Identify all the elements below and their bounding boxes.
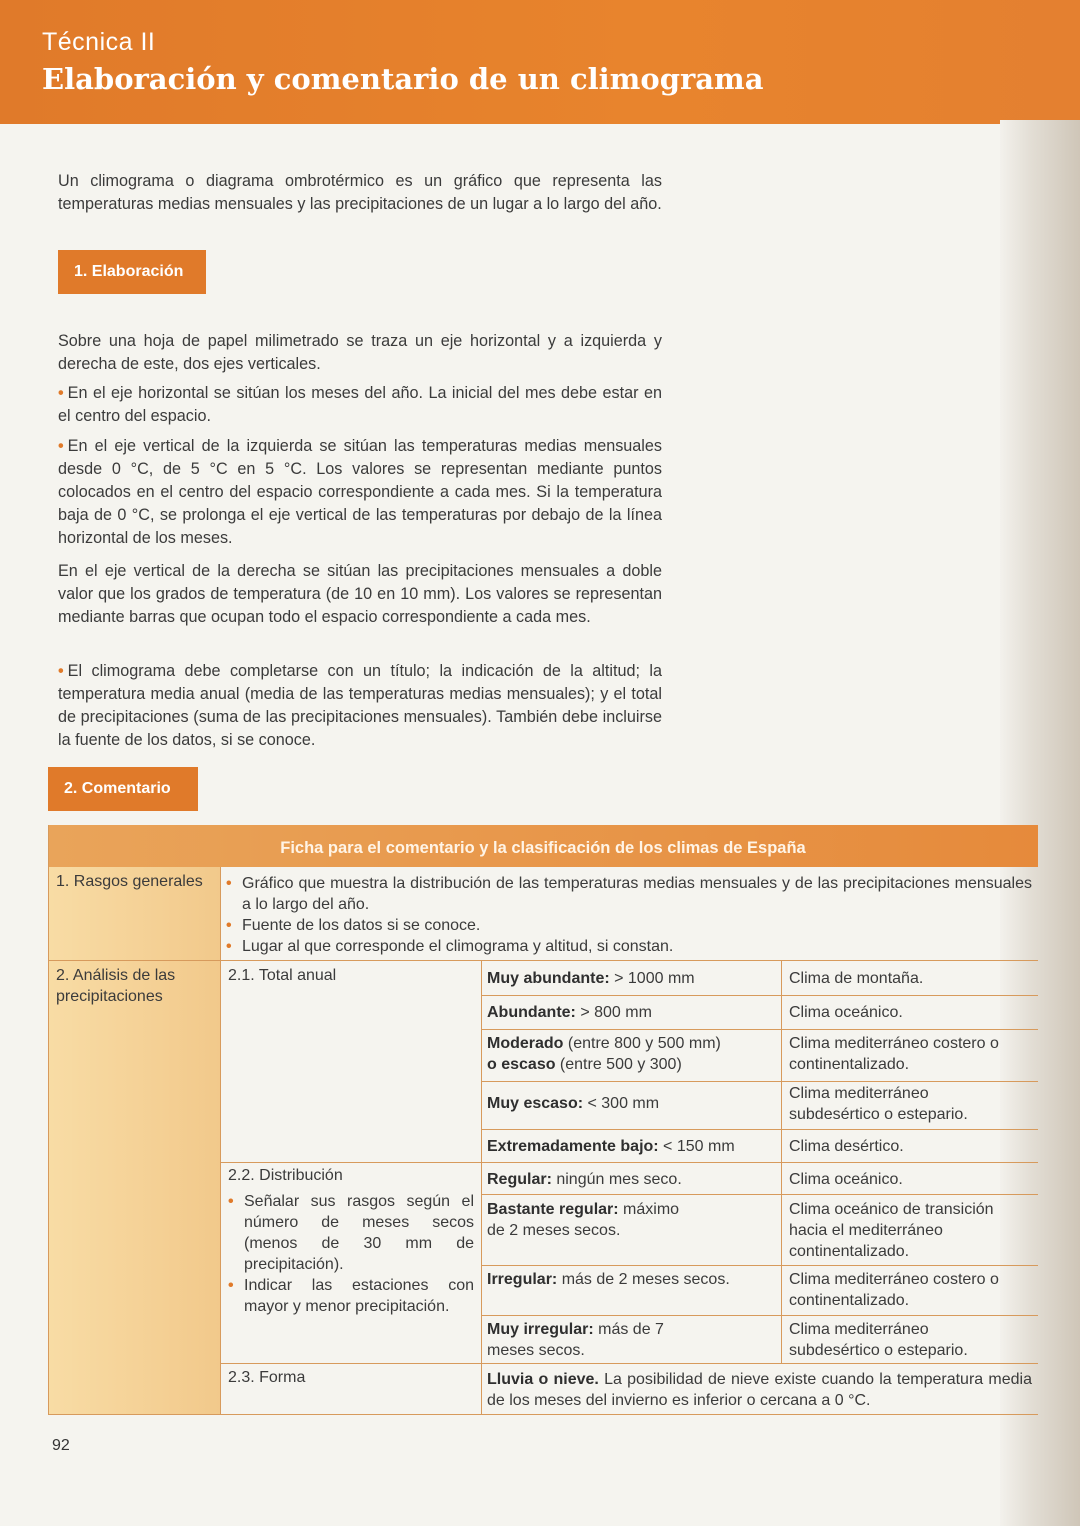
dist-row-3-clima: Clima mediterráneo costero o continentalizado.	[789, 1271, 999, 1309]
dist-row-2: Bastante regular: máximo de 2 meses secos.	[487, 1201, 680, 1239]
section-heading-comentario: 2. Comentario	[48, 767, 198, 811]
dist-row-2-clima: Clima oceánico de transición hacia el mediterráneo continentalizado.	[789, 1201, 994, 1260]
page-title: Elaboración y comentario de un climograma	[42, 62, 764, 96]
elaboracion-bullet-1-text: En el eje horizontal se sitúan los meses del año. La inicial del mes debe estar en el centro del espacio.	[58, 384, 662, 425]
dist-row-1-clima: Clima oceánico.	[789, 1171, 903, 1188]
table-rule	[781, 961, 782, 1363]
section-kicker: Técnica II	[42, 28, 156, 56]
list-item: • Gráfico que muestra la distribución de las temperaturas medias mensuales y de las precipitaciones mensuales a lo largo del año.	[226, 873, 1032, 915]
table-rule	[481, 1315, 1038, 1316]
total-row-5-clima: Clima desértico.	[789, 1138, 904, 1155]
total-row-1: Muy abundante: > 1000 mm	[487, 970, 695, 987]
bullet-icon: •	[58, 384, 64, 402]
elaboracion-bullet-2-text: En el eje vertical de la izquierda se sitúan las temperaturas medias mensuales desde 0 °C, de 5 °C en 5 °C. Los valores se representan mediante puntos colocados en el centro del espacio correspondiente a cada mes. Si la temperatura baja de 0 °C, se prolonga el eje vertical de las temperaturas por debajo de la línea horizontal de los meses.	[58, 437, 662, 547]
table-title: Ficha para el comentario y la clasificación de los climas de España	[48, 825, 1038, 867]
table-rule	[481, 1029, 1038, 1030]
table-rule	[48, 825, 49, 1415]
dist-row-3: Irregular: más de 2 meses secos.	[487, 1271, 730, 1288]
total-row-3-clima: Clima mediterráneo costero o continentalizado.	[789, 1035, 999, 1073]
table-rule	[220, 867, 221, 1415]
rasgos-list	[226, 873, 1038, 957]
table-rule	[481, 1194, 1038, 1195]
elaboracion-bullet-3-text: El climograma debe completarse con un título; la indicación de la altitud; la temperatura media anual (media de las temperaturas medias mensuales); y el total de precipitaciones (suma de las precipitaciones mensuales). También debe incluirse la fuente de los datos, si se conoce.	[58, 662, 662, 749]
list-item: • Fuente de los datos si se conoce.	[226, 915, 1032, 936]
table-rule	[48, 1414, 1038, 1415]
elaboracion-paragraph-2: En el eje vertical de la derecha se sitúan las precipitaciones mensuales a doble valor que los grados de temperatura (de 10 en 10 mm). Los valores se representan mediante barras que ocupan todo el espacio correspondiente a cada mes.	[58, 562, 662, 626]
elaboracion-bullet-3	[58, 660, 662, 752]
elaboracion-bullet-1	[58, 382, 662, 428]
elaboracion-paragraph-1: Sobre una hoja de papel milimetrado se traza un eje horizontal y a izquierda y derecha de este, dos ejes verticales.	[58, 332, 662, 373]
section-heading-elaboracion: 1. Elaboración	[58, 250, 206, 294]
total-row-4: Muy escaso: < 300 mm	[487, 1095, 660, 1112]
subsection-distribucion: 2.2. Distribución	[228, 1167, 343, 1184]
forma-text: Lluvia o nieve. La posibilidad de nieve existe cuando la temperatura media de los meses del invierno es inferior o cercana a 0 °C.	[487, 1371, 1032, 1409]
dist-row-4: Muy irregular: más de 7 meses secos.	[487, 1321, 664, 1359]
climate-classification-table	[48, 825, 1038, 1415]
intro-paragraph: Un climograma o diagrama ombrotérmico es un gráfico que representa las temperaturas medias mensuales y las precipitaciones de un lugar a lo largo del año.	[58, 172, 662, 213]
dist-row-4-clima: Clima mediterráneo subdesértico o estepario.	[789, 1321, 968, 1359]
row-label-analisis-text: 2. Análisis de las precipitaciones	[56, 967, 176, 1005]
row-label-rasgos-text: 1. Rasgos generales	[56, 873, 203, 890]
total-row-2: Abundante: > 800 mm	[487, 1004, 652, 1021]
subsection-total-anual: 2.1. Total anual	[228, 967, 337, 984]
table-rule	[481, 995, 1038, 996]
list-item: • Indicar las estaciones con mayor y menor precipitación.	[228, 1275, 474, 1317]
table-rule	[481, 1129, 1038, 1130]
page-number: 92	[52, 1437, 70, 1454]
row-label-analisis	[48, 961, 220, 1415]
table-rule	[220, 1162, 1038, 1163]
row-label-rasgos	[48, 867, 220, 960]
elaboracion-bullet-2	[58, 435, 662, 550]
table-rule	[481, 961, 482, 1415]
list-item: • Señalar sus rasgos según el número de meses secos (menos de 30 mm de precipitación).	[228, 1191, 474, 1275]
table-rule	[481, 1081, 1038, 1082]
total-row-5: Extremadamente bajo: < 150 mm	[487, 1138, 735, 1155]
total-row-3: Moderado (entre 800 y 500 mm) o escaso (entre 500 y 300)	[487, 1035, 721, 1073]
total-row-2-clima: Clima oceánico.	[789, 1004, 903, 1021]
list-item: • Lugar al que corresponde el climograma y altitud, si constan.	[226, 936, 1032, 957]
table-rule	[481, 1265, 1038, 1266]
dist-row-1: Regular: ningún mes seco.	[487, 1171, 682, 1188]
table-rule	[48, 960, 1038, 961]
bullet-icon: •	[58, 437, 64, 455]
total-row-4-clima: Clima mediterráneo subdesértico o estepario.	[789, 1085, 968, 1123]
total-row-1-clima: Clima de montaña.	[789, 970, 924, 987]
bullet-icon: •	[58, 662, 64, 680]
header-band	[0, 0, 1080, 124]
table-rule	[220, 1363, 1038, 1364]
subsection-forma: 2.3. Forma	[228, 1369, 306, 1386]
distribucion-list	[228, 1191, 474, 1317]
